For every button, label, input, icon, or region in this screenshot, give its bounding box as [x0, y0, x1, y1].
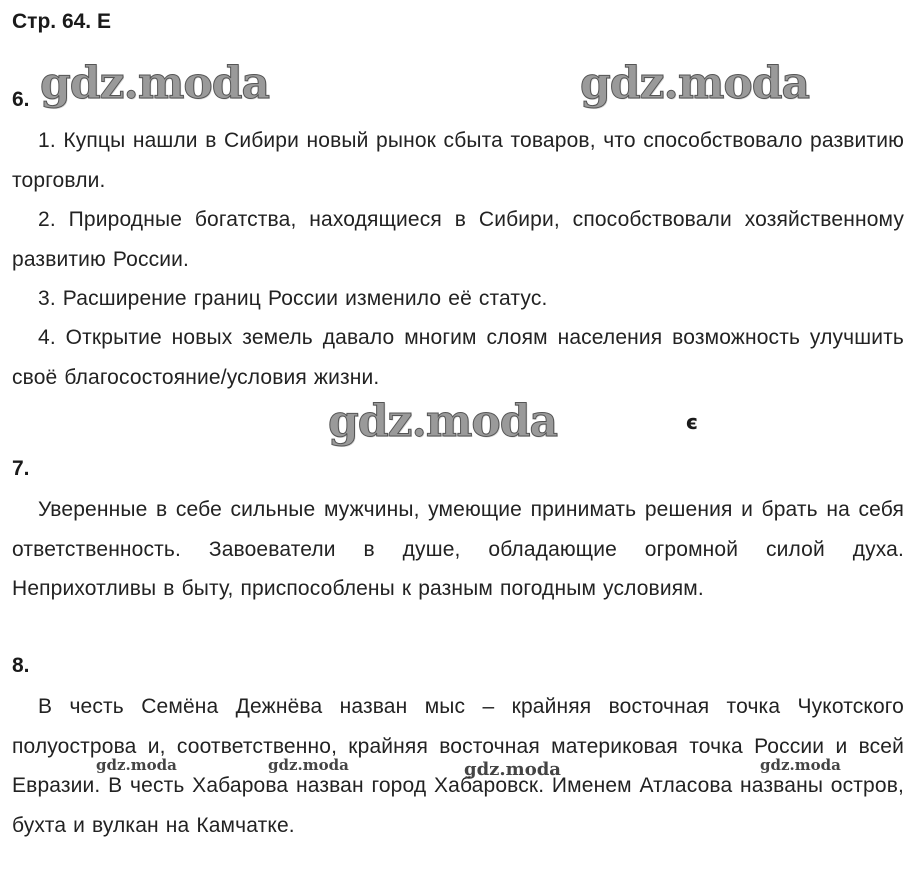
stray-mark: є — [686, 410, 698, 434]
watermark-logo: gdz.moda — [40, 58, 270, 109]
watermark-small: gdz.moda — [96, 756, 177, 774]
answer-7-text: Уверенные в себе сильные мужчины, умеющие принимать решения и брать на себя ответственность. Завоеватели в душе, обладающие огромной силой духа. Неприхотливы в быту, приспособлены к разным погодным условиям. — [12, 498, 904, 600]
watermark-small: gdz.moda — [268, 756, 349, 774]
answer-6-item-1: 1. Купцы нашли в Сибири новый рынок сбыта товаров, что способствовало развитию торговли. — [12, 129, 904, 192]
watermark-small: gdz.moda — [464, 759, 561, 780]
watermark-small: gdz.moda — [760, 756, 841, 774]
question-number-8: 8. — [12, 654, 30, 677]
watermark-logo: gdz.moda — [328, 396, 558, 447]
question-number-7: 7. — [12, 457, 30, 480]
page-title: Стр. 64. Е — [12, 10, 111, 33]
answer-6-item-3: 3. Расширение границ России изменило её статус. — [38, 287, 548, 310]
answer-6-item-2: 2. Природные богатства, находящиеся в Сибири, способствовали хозяйственному развитию России. — [12, 208, 904, 271]
answer-6-item-4: 4. Открытие новых земель давало многим слоям населения возможность улучшить своё благосостояние/условия жизни. — [12, 326, 904, 389]
answer-8-text: В честь Семёна Дежнёва назван мыс – крайняя восточная точка Чукотского полуострова и, соответственно, крайняя восточная материковая точка России и всей Евразии. В честь Хабарова назван город Хабаровск. Именем Атласова названы остров, бухта и вулкан на Камчатке. — [12, 695, 904, 837]
question-number-6: 6. — [12, 88, 30, 111]
watermark-logo: gdz.moda — [580, 58, 810, 109]
